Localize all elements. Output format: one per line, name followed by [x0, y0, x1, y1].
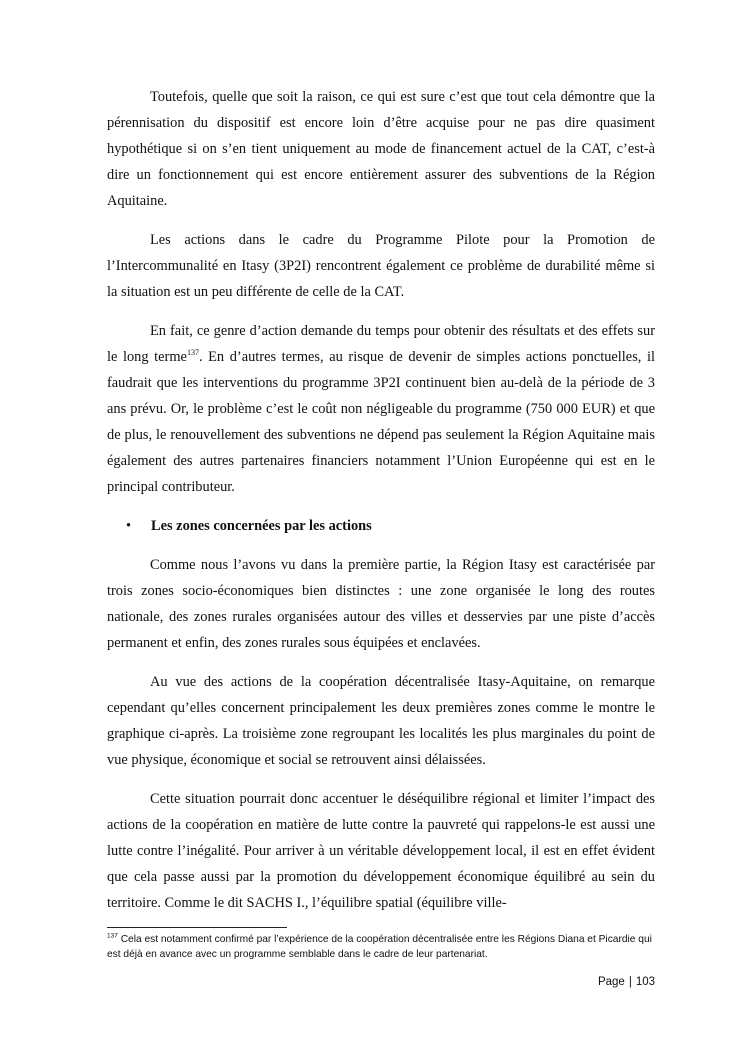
page-label: Page: [597, 976, 625, 988]
paragraph-3: [107, 318, 655, 500]
bullet-icon: •: [126, 518, 132, 534]
page-number-footer: [598, 976, 655, 988]
footnote-reference[interactable]: 137: [186, 348, 199, 358]
footnote-number: 137: [107, 932, 118, 940]
paragraph-3-text-end: . En d’autres termes, au risque de devenir de simples actions ponctuelles, il faudrait que les interventions du programme 3P2I continuent bien au-delà de la période de 3 ans prévu. Or, le problème c’est le coût non négligeable du programme (750 000 EUR) et que de plus, le renouvellement des subventions ne dépend pas seulement la Région Aquitaine mais également des autres partenaires financiers notamment l’Union Européenne qui est en le principal contributeur.: [107, 349, 655, 495]
paragraph-1: Toutefois, quelle que soit la raison, ce qui est sure c’est que tout cela démontre que la pérennisation du dispositif est encore loin d’être acquise pour ne pas dire quasiment hypothétique si on s’en tient uniquement au mode de financement actuel de la CAT, c’est-à dire un fonctionnement qui est encore entièrement assurer des subventions de la Région Aquitaine.: [107, 89, 655, 209]
footnote: [107, 932, 655, 962]
footnote-divider: [107, 927, 287, 928]
paragraph-3-text-start: En fait, ce genre d’action demande du temps pour obtenir des résultats et des effets sur le long terme: [107, 323, 655, 365]
page-number: 103: [635, 976, 655, 988]
paragraph-2: Les actions dans le cadre du Programme Pilote pour la Promotion de l’Intercommunalité en Itasy (3P2I) rencontrent également ce problème de durabilité même si la situation est un peu différente de celle de la CAT.: [107, 232, 655, 300]
section-heading: Les zones concernées par les actions: [151, 518, 372, 534]
footer-separator: |: [628, 976, 632, 988]
body-text: [107, 84, 655, 929]
footnote-text: Cela est notamment confirmé par l’expérience de la coopération décentralisée entre les Régions Diana et Picardie qui est déjà en avance avec un programme semblable dans le cadre de leur partenariat.: [107, 934, 652, 960]
section-bullet: [107, 513, 655, 539]
paragraph-4: Comme nous l’avons vu dans la première partie, la Région Itasy est caractérisée par trois zones socio-économiques bien distinctes : une zone organisée le long des routes nationale, des zones rurales organisées autour des villes et desservies par une piste d’accès permanent et enfin, des zones rurales sous équipées et enclavées.: [107, 557, 655, 651]
paragraph-6: Cette situation pourrait donc accentuer le déséquilibre régional et limiter l’impact des actions de la coopération en matière de lutte contre la pauvreté qui rappelons-le est aussi une lutte contre l’inégalité. Pour arriver à un véritable développement local, il est en effet évident que cela passe aussi par la promotion du développement économique équilibré au sein du territoire. Comme le dit SACHS I., l’équilibre spatial (équilibre ville-: [107, 791, 655, 911]
paragraph-5: Au vue des actions de la coopération décentralisée Itasy-Aquitaine, on remarque cependant qu’elles concernent principalement les deux premières zones comme le montre le graphique ci-après. La troisième zone regroupant les localités les plus marginales du point de vue physique, économique et social se retrouvent ainsi délaissées.: [107, 674, 655, 768]
